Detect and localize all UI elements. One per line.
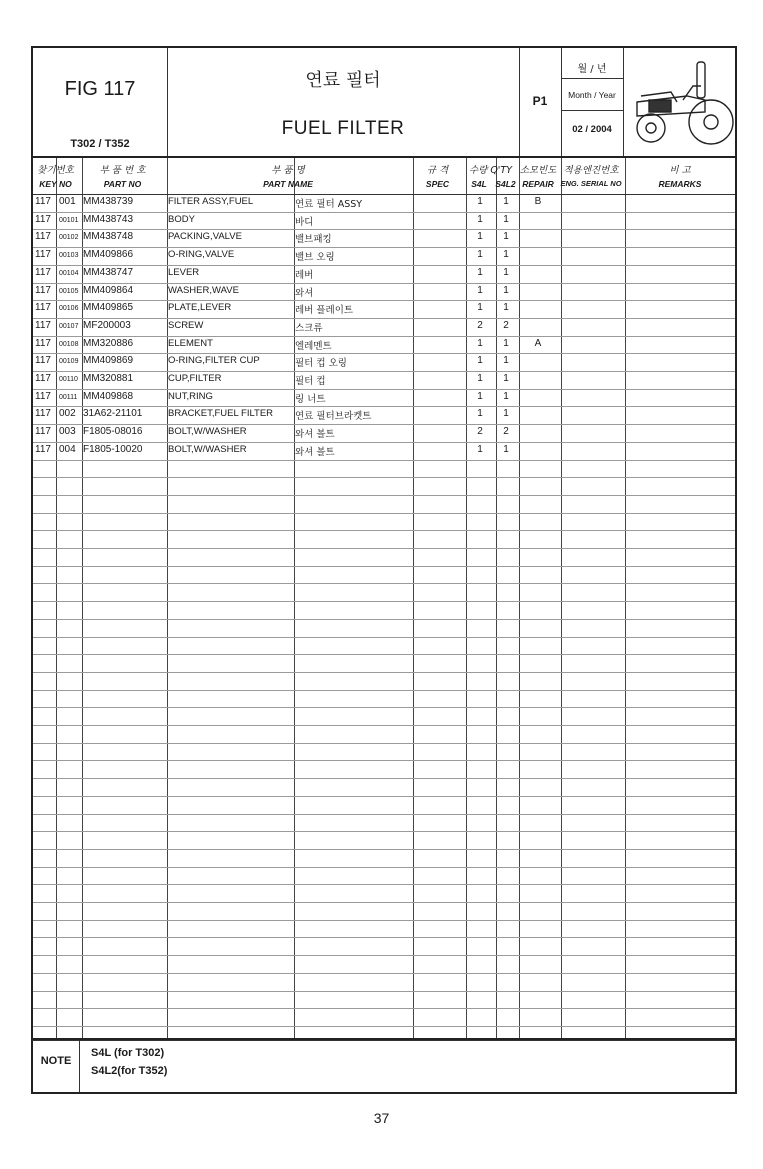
qty-s4l2: 1 [503, 443, 509, 455]
note-box [31, 1040, 737, 1094]
sub-no: 00110 [59, 376, 78, 383]
sub-no: 00102 [59, 234, 79, 242]
sub-no: 00103 [59, 252, 79, 260]
part-name-korean: 연료 필터브라켓트 [295, 411, 372, 423]
part-name-korean: 링 너트 [295, 393, 326, 405]
part-name-korean: 필터 컵 [295, 376, 326, 387]
qty-s4l: 1 [477, 443, 483, 455]
part-name: PACKING,VALVE [168, 231, 242, 243]
part-name-korean: 밸브패킹 [295, 234, 332, 246]
qty-s4l2: 1 [503, 302, 509, 314]
key-no: 117 [35, 284, 51, 296]
qty-s4l2: 1 [503, 355, 509, 367]
table-row [31, 300, 737, 318]
part-name: FILTER ASSY,FUEL [168, 196, 254, 207]
qty-s4l2: 1 [503, 373, 509, 384]
note-line-2: S4L2(for T352) [91, 1065, 168, 1077]
key-no: 117 [35, 373, 51, 384]
part-no: MM438739 [83, 196, 134, 207]
part-name-korean: 스크류 [295, 322, 323, 334]
part-no: F1805-10020 [83, 443, 143, 455]
repair-code: B [534, 196, 542, 207]
part-no: 31A62-21101 [83, 408, 143, 420]
qty-s4l2: 1 [503, 408, 509, 420]
part-name-korean: 바디 [295, 216, 314, 228]
part-name: LEVER [168, 266, 200, 278]
sub-no: 00101 [59, 216, 79, 224]
part-name: BOLT,W/WASHER [168, 426, 247, 438]
col-eng-serial: 적용엔진번호 ENG. SERIAL NO [560, 165, 622, 188]
table-row [31, 265, 737, 283]
qty-s4l: 1 [477, 213, 483, 225]
part-name-korean: 연료 필터 ASSY [295, 199, 363, 210]
part-name-korean: 와셔 볼트 [295, 429, 335, 441]
table-row [31, 353, 737, 371]
qty-s4l: 1 [477, 302, 483, 314]
sub-no: 00106 [59, 305, 79, 313]
part-no: MM409866 [83, 249, 134, 261]
qty-s4l: 2 [477, 426, 483, 438]
tractor-icon [627, 56, 735, 152]
issue-date: 02 / 2004 [572, 124, 612, 135]
col-qty-s4l: S4L [471, 179, 487, 189]
sub-no: 00107 [59, 322, 79, 330]
key-no: 117 [35, 319, 51, 331]
part-name: WASHER,WAVE [168, 284, 239, 296]
part-no: MM409869 [83, 355, 134, 367]
sub-no: 001 [59, 196, 76, 207]
sub-no: 002 [59, 408, 76, 420]
key-no: 117 [35, 266, 51, 278]
qty-s4l: 1 [477, 266, 483, 278]
table-row [31, 318, 737, 336]
part-no: MM320881 [83, 373, 134, 384]
table-row [31, 442, 737, 460]
qty-s4l: 1 [477, 355, 483, 367]
qty-s4l2: 2 [503, 426, 509, 438]
table-row [31, 371, 737, 389]
part-name-korean: 필터 컵 오링 [295, 358, 347, 370]
qty-s4l: 1 [477, 373, 483, 384]
qty-s4l: 1 [477, 249, 483, 261]
qty-s4l2: 2 [503, 319, 509, 331]
part-no: MM438748 [83, 231, 134, 243]
col-qty: 수량 Q'TY [468, 165, 513, 176]
figure-number: FIG 117 [64, 78, 136, 100]
part-name-korean: 밸브 오링 [295, 252, 335, 264]
sub-no: 00105 [59, 287, 79, 295]
qty-s4l2: 1 [503, 213, 509, 225]
qty-s4l2: 1 [503, 390, 509, 402]
qty-s4l2: 1 [503, 284, 509, 296]
qty-s4l2: 1 [503, 266, 509, 278]
month-year-label: Month / Year [568, 90, 616, 100]
part-no: MF200003 [83, 319, 131, 331]
key-no: 117 [35, 249, 51, 261]
key-no: 117 [35, 443, 51, 455]
part-no: MM438747 [83, 266, 134, 278]
qty-s4l: 1 [477, 231, 483, 243]
table-row [31, 424, 737, 442]
repair-code: A [534, 337, 542, 349]
key-no: 117 [35, 337, 51, 349]
part-name-korean: 레버 [295, 269, 314, 281]
sub-no: 004 [59, 443, 76, 455]
qty-s4l2: 1 [503, 249, 509, 261]
table-row [31, 212, 737, 230]
part-no: MM409868 [83, 390, 134, 402]
col-key-no: 찾기번호 KEY NO [37, 165, 74, 189]
col-remarks: 비 고 REMARKS [658, 165, 702, 189]
part-no: MM320886 [83, 337, 134, 349]
key-no: 117 [35, 355, 51, 367]
col-repair: 소모빈도 REPAIR [519, 165, 557, 189]
key-no: 117 [35, 408, 51, 420]
qty-s4l: 1 [477, 408, 483, 420]
qty-s4l: 1 [477, 284, 483, 296]
model-label: T302 / T352 [70, 138, 130, 150]
qty-s4l2: 1 [503, 231, 509, 243]
part-no: MM409864 [83, 284, 134, 296]
qty-s4l: 1 [477, 196, 483, 207]
sub-no: 00108 [59, 340, 79, 348]
key-no: 117 [35, 231, 51, 243]
table-row [31, 389, 737, 407]
part-name: SCREW [168, 319, 204, 331]
qty-s4l2: 1 [503, 337, 509, 349]
qty-s4l2: 1 [503, 196, 509, 207]
table-row [31, 194, 737, 212]
header-block [31, 46, 737, 158]
part-name-korean: 레버 플레이트 [295, 305, 354, 317]
part-no: MM438743 [83, 213, 134, 225]
month-year-korean: 월 / 년 [577, 64, 607, 75]
part-name: CUP,FILTER [168, 373, 222, 384]
part-name: BRACKET,FUEL FILTER [168, 408, 274, 420]
part-name: O-RING,FILTER CUP [168, 355, 260, 367]
col-part-no: 부 품 번 호 PART NO [99, 165, 146, 189]
sub-no: 00111 [59, 393, 78, 401]
title-korean: 연료 필터 [305, 70, 381, 91]
part-name: ELEMENT [168, 337, 213, 349]
note-line-1: S4L (for T302) [91, 1047, 165, 1059]
col-qty-s4l2: S4L2 [495, 179, 516, 189]
key-no: 117 [35, 302, 51, 314]
note-label: NOTE [40, 1055, 72, 1067]
part-name-korean: 와셔 [295, 287, 314, 299]
col-part-name: 부 품 명 PART NAME [263, 165, 313, 189]
part-name: O-RING,VALVE [168, 249, 235, 261]
part-name-korean: 엘레멘트 [295, 340, 332, 352]
sub-no: 00109 [59, 358, 79, 366]
part-name: NUT,RING [168, 390, 213, 402]
qty-s4l: 2 [477, 319, 483, 331]
page-number: 37 [373, 1110, 390, 1126]
sub-no: 00104 [59, 269, 79, 277]
title-english: FUEL FILTER [281, 118, 405, 139]
key-no: 117 [35, 426, 51, 438]
col-spec: 규 격 SPEC [425, 165, 450, 189]
table-row [31, 336, 737, 354]
qty-s4l: 1 [477, 337, 483, 349]
sub-no: 003 [59, 426, 76, 438]
key-no: 117 [35, 213, 51, 225]
table-row [31, 283, 737, 301]
part-name-korean: 와셔 볼트 [295, 446, 335, 458]
table-row [31, 229, 737, 247]
key-no: 117 [35, 196, 51, 207]
part-no: F1805-08016 [83, 426, 143, 438]
part-name: BODY [168, 213, 195, 225]
table-row [31, 406, 737, 424]
part-name: PLATE,LEVER [168, 302, 232, 314]
part-no: MM409865 [83, 302, 134, 314]
qty-s4l: 1 [477, 390, 483, 402]
page-code: P1 [532, 94, 548, 108]
key-no: 117 [35, 390, 51, 402]
part-name: BOLT,W/WASHER [168, 443, 247, 455]
table-row [31, 247, 737, 265]
